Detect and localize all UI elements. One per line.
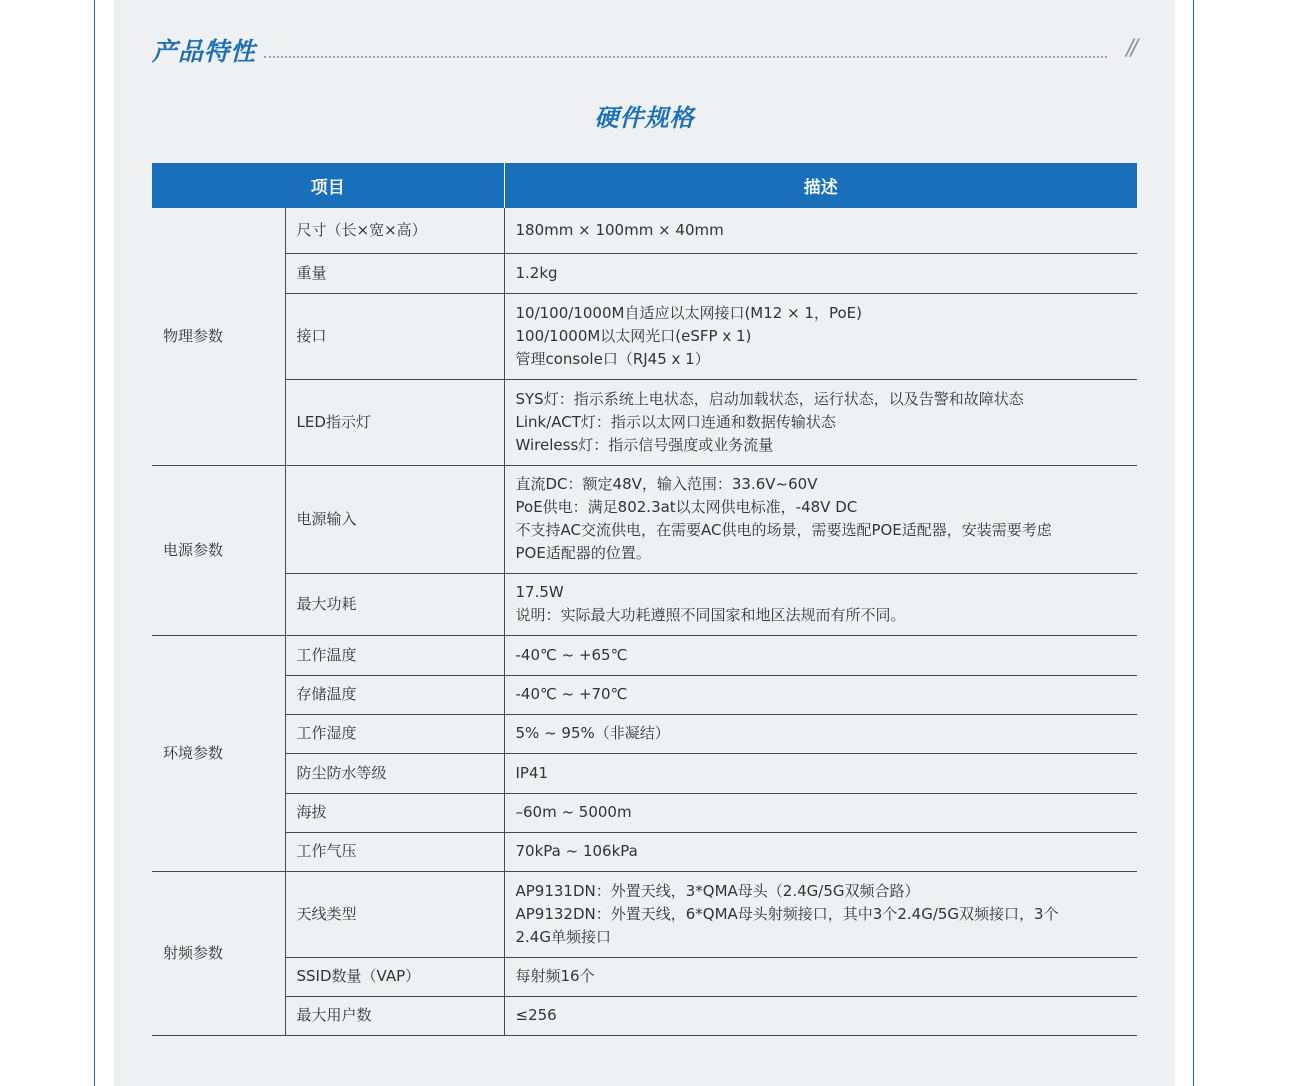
description-line: SYS灯：指示系统上电状态，启动加载状态，运行状态，以及告警和故障状态: [515, 389, 1024, 408]
description-cell: [504, 208, 1137, 253]
section-header: [152, 32, 1137, 68]
description-line: 不支持AC交流供电，在需要AC供电的场景，需要选配POE适配器，安装需要考虑: [515, 521, 1052, 539]
description-cell: [504, 714, 1137, 753]
category-cell: 物理参数: [152, 208, 285, 465]
table-body: [152, 208, 1137, 1035]
table-row: [152, 465, 1137, 573]
item-cell: LED指示灯: [285, 379, 504, 465]
table-row: [152, 208, 1137, 253]
description-line: Wireless灯：指示信号强度或业务流量: [515, 435, 774, 454]
description-cell: [504, 675, 1137, 714]
description-line: 直流DC：额定48V，输入范围：33.6V~60V: [515, 475, 818, 493]
table-row: [152, 996, 1137, 1035]
section-slash-mark: //: [1126, 36, 1135, 61]
description-cell: [504, 996, 1137, 1035]
description-line: 每射频16个: [515, 967, 595, 985]
item-cell: 防尘防水等级: [285, 753, 504, 793]
table-row: [152, 832, 1137, 871]
description-cell: [504, 573, 1137, 635]
header-item: 项目: [152, 163, 504, 208]
description-line: ≤256: [515, 1006, 557, 1024]
description-line: PoE供电：满足802.3at以太网供电标准，-48V DC: [515, 498, 858, 516]
table-row: [152, 253, 1137, 293]
description-cell: [504, 293, 1137, 379]
section-title: 产品特性: [152, 37, 257, 66]
description-line: 100/1000M以太网光口(eSFP x 1): [515, 326, 752, 345]
description-line: 10/100/1000M自适应以太网接口(M12 × 1，PoE): [515, 303, 862, 322]
table-row: [152, 957, 1137, 996]
table-row: [152, 793, 1137, 832]
description-cell: [504, 753, 1137, 793]
description-line: AP9131DN：外置天线，3*QMA母头（2.4G/5G双频合路）: [515, 881, 920, 900]
table-row: [152, 573, 1137, 635]
description-line: Link/ACT灯：指示以太网口连通和数据传输状态: [515, 412, 836, 431]
description-line: 1.2kg: [515, 263, 558, 282]
category-cell: 环境参数: [152, 635, 285, 871]
item-cell: 接口: [285, 293, 504, 379]
description-line: 5% ~ 95%（非凝结）: [515, 724, 670, 742]
item-cell: 电源输入: [285, 465, 504, 573]
description-cell: [504, 253, 1137, 293]
table-row: [152, 753, 1137, 793]
item-cell: 尺寸（长×宽×高）: [285, 208, 504, 253]
description-cell: [504, 465, 1137, 573]
description-line: 70kPa ~ 106kPa: [515, 842, 638, 860]
item-cell: 存储温度: [285, 675, 504, 714]
description-cell: [504, 379, 1137, 465]
description-cell: [504, 635, 1137, 675]
description-line: 17.5W: [515, 583, 564, 601]
category-cell: 电源参数: [152, 465, 285, 635]
header-description: 描述: [504, 163, 1137, 208]
description-line: -40℃ ~ +65℃: [515, 645, 628, 664]
item-cell: 最大功耗: [285, 573, 504, 635]
category-cell: 射频参数: [152, 871, 285, 1035]
description-line: IP41: [515, 763, 549, 782]
table-row: [152, 714, 1137, 753]
left-frame-line: [94, 0, 95, 1086]
item-cell: 工作气压: [285, 832, 504, 871]
item-cell: 工作温度: [285, 635, 504, 675]
right-frame-line: [1193, 0, 1194, 1086]
description-line: 说明：实际最大功耗遵照不同国家和地区法规而有所不同。: [515, 606, 906, 624]
item-cell: 天线类型: [285, 871, 504, 957]
table-row: [152, 379, 1137, 465]
table-row: [152, 635, 1137, 675]
table-row: [152, 293, 1137, 379]
item-cell: 工作湿度: [285, 714, 504, 753]
table-title: 硬件规格: [594, 104, 695, 132]
section-divider: [264, 56, 1107, 58]
table-header-row: [152, 163, 1137, 208]
item-cell: 最大用户数: [285, 996, 504, 1035]
item-cell: 重量: [285, 253, 504, 293]
description-cell: [504, 871, 1137, 957]
hardware-spec-table: [152, 163, 1137, 1036]
description-line: 2.4G单频接口: [515, 927, 611, 946]
description-cell: [504, 793, 1137, 832]
description-cell: [504, 957, 1137, 996]
description-line: POE适配器的位置。: [515, 544, 651, 562]
description-line: -40℃ ~ +70℃: [515, 685, 628, 703]
description-cell: [504, 832, 1137, 871]
description-line: 180mm × 100mm × 40mm: [515, 220, 724, 239]
table-row: [152, 675, 1137, 714]
description-line: –60m ~ 5000m: [515, 803, 632, 821]
item-cell: 海拔: [285, 793, 504, 832]
table-row: [152, 871, 1137, 957]
item-cell: SSID数量（VAP）: [285, 957, 504, 996]
description-line: 管理console口（RJ45 x 1）: [515, 349, 710, 368]
description-line: AP9132DN：外置天线，6*QMA母头射频接口，其中3个2.4G/5G双频接口，3个: [515, 904, 1059, 923]
